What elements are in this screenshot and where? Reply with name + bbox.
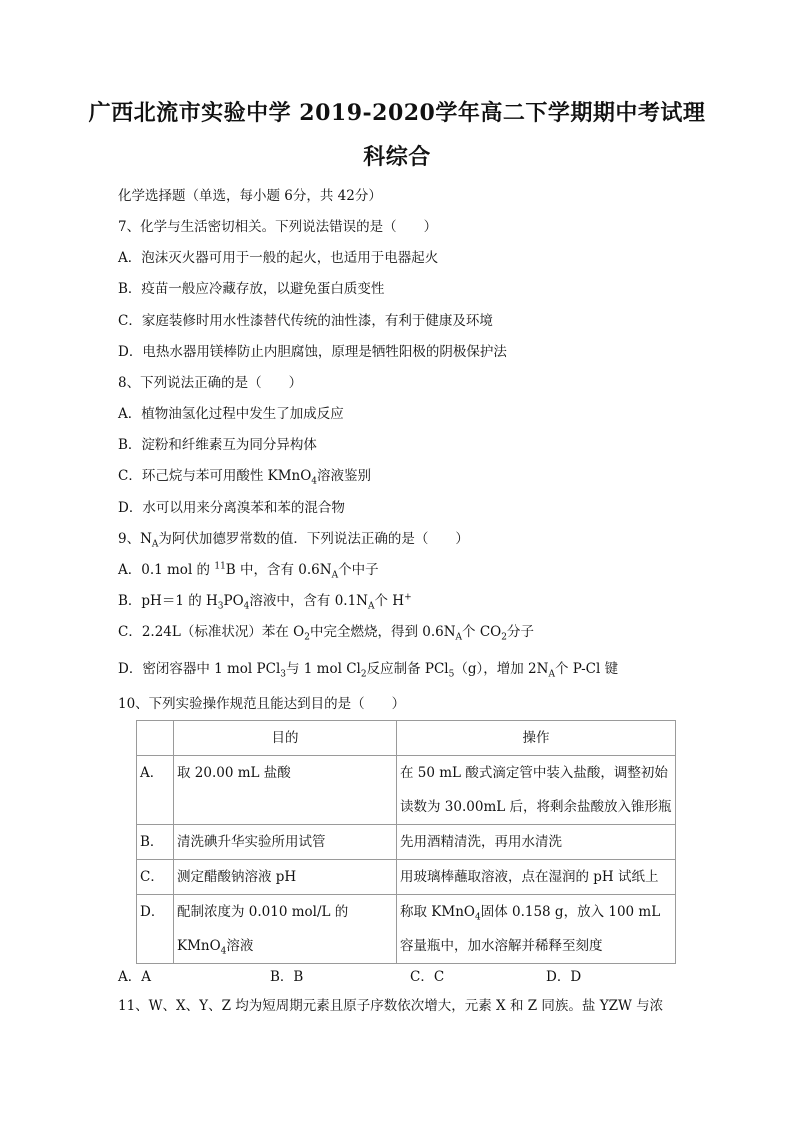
subscript: 2 [360,669,367,680]
q7-option-d: D．电热水器用镁棒防止内胆腐蚀，原理是牺牲阳极的阴极保护法 [118,344,507,360]
text: 溶液 [226,938,254,954]
row-label: C． [137,860,174,895]
subscript: 2 [501,632,507,643]
subscript: A [331,570,339,581]
subscript: A [151,539,159,550]
subscript: A [548,669,555,680]
q8-stem: 8、下列说法正确的是（ ） [118,375,303,391]
text: 溶液中，含有 0.1N [249,593,368,609]
row-label: D． [137,895,174,964]
header-cell-purpose: 目的 [174,721,397,756]
q7-option-c: C．家庭装修时用水性漆替代传统的油性漆，有利于健康及环境 [118,313,493,329]
text: 中完全燃烧，得到 0.6N [309,624,456,640]
text: B 中，含有 0.6N [225,562,332,578]
q7-option-b: B．疫苗一般应冷藏存放，以避免蛋白质变性 [118,281,385,297]
subscript: 3 [217,601,224,612]
text: B．pH＝1 的 H [118,593,218,609]
text: 固体 0.158 g，放入 100 mL 容量瓶中，加水溶解并稀释至刻度 [400,904,661,954]
text: （g），增加 2N [454,661,549,677]
subscript: 3 [280,669,286,680]
text: 配制浓度为 0.010 mol/L 的 KMnO [177,904,349,954]
superscript: + [404,592,412,603]
q10-option-a: A．A [118,969,151,985]
subscript: 2 [304,632,310,643]
row-purpose [174,895,397,964]
row-label: A． [137,756,174,825]
doc-title-line2: 科综合 [363,144,431,170]
row-purpose: 取 20.00 mL 盐酸 [174,756,397,825]
text: 个 CO [462,624,502,640]
q9-stem [118,530,469,548]
q8-option-a: A．植物油氢化过程中发生了加成反应 [118,406,344,422]
text: 个 P-Cl 键 [554,661,619,677]
q10-option-c: C．C [410,969,445,985]
section-heading: 化学选择题（单选，每小题 6分，共 42分） [118,188,382,204]
subscript: A [367,601,375,612]
q11-stem: 11、W、X、Y、Z 均为短周期元素且原子序数依次增大，元素 X 和 Z 同族。盐 YZW 与浓 [118,998,664,1014]
q8-option-c [118,467,371,485]
text: 与 1 mol Cl [286,661,361,677]
table-row [137,860,676,895]
subscript: 4 [220,946,227,957]
text: 反应制备 PCl [366,661,449,677]
row-operation: 用玻璃棒蘸取溶液，点在湿润的 pH 试纸上 [397,860,676,895]
row-operation: 先用酒精清洗，再用水清洗 [397,825,676,860]
row-operation: 在 50 mL 酸式滴定管中装入盐酸，调整初始读数为 30.00mL 后，将剩余盐酸放入锥形瓶 [397,756,676,825]
q10-option-b: B．B [270,969,304,985]
q9-option-b [118,592,412,610]
q9-option-a [118,561,379,579]
q8-option-d: D．水可以用来分离溴苯和苯的混合物 [118,500,345,516]
table-row [137,825,676,860]
row-purpose: 测定醋酸钠溶液 pH [174,860,397,895]
text: PO [223,593,244,609]
superscript: 11 [214,561,226,572]
subscript: 4 [311,476,318,487]
q7-option-a: A．泡沫灭火器可用于一般的起火，也适用于电器起火 [118,250,439,266]
q9-option-c [118,623,534,641]
text: 为阿伏加德罗常数的值．下列说法正确的是（ ） [158,531,469,547]
row-purpose: 清洗碘升华实验所用试管 [174,825,397,860]
table-row [137,895,676,964]
text: D．密闭容器中 1 mol PCl [118,661,281,677]
subscript: A [455,632,463,643]
q9-option-d [118,660,618,678]
text: 个中子 [338,562,379,578]
row-operation [397,895,676,964]
text: 分子 [506,624,534,640]
text: A．0.1 mol 的 [118,562,215,578]
q10-stem: 10、下列实验操作规范且能达到目的是（ ） [118,696,406,712]
row-label: B． [137,825,174,860]
table-header-row [137,721,676,756]
subscript: 5 [448,669,455,680]
subscript: 4 [474,912,481,923]
header-cell [137,721,174,756]
q7-stem: 7、化学与生活密切相关。下列说法错误的是（ ） [118,219,438,235]
text: C．2.24L（标准状况）苯在 O [118,624,305,640]
header-cell-operation: 操作 [397,721,676,756]
q8-option-b: B．淀粉和纤维素互为同分异构体 [118,437,317,453]
doc-title-line1: 广西北流市实验中学 2019-2020学年高二下学期期中考试理 [88,100,706,126]
q10-option-d: D．D [546,969,582,985]
table-row [137,756,676,825]
text: 溶液鉴别 [317,468,372,484]
text: C．环己烷与苯可用酸性 KMnO [118,468,312,484]
subscript: 4 [243,601,250,612]
q10-table [136,720,676,964]
text: 9、N [118,531,152,547]
text: 个 H [374,593,405,609]
text: 称取 KMnO [400,904,475,920]
